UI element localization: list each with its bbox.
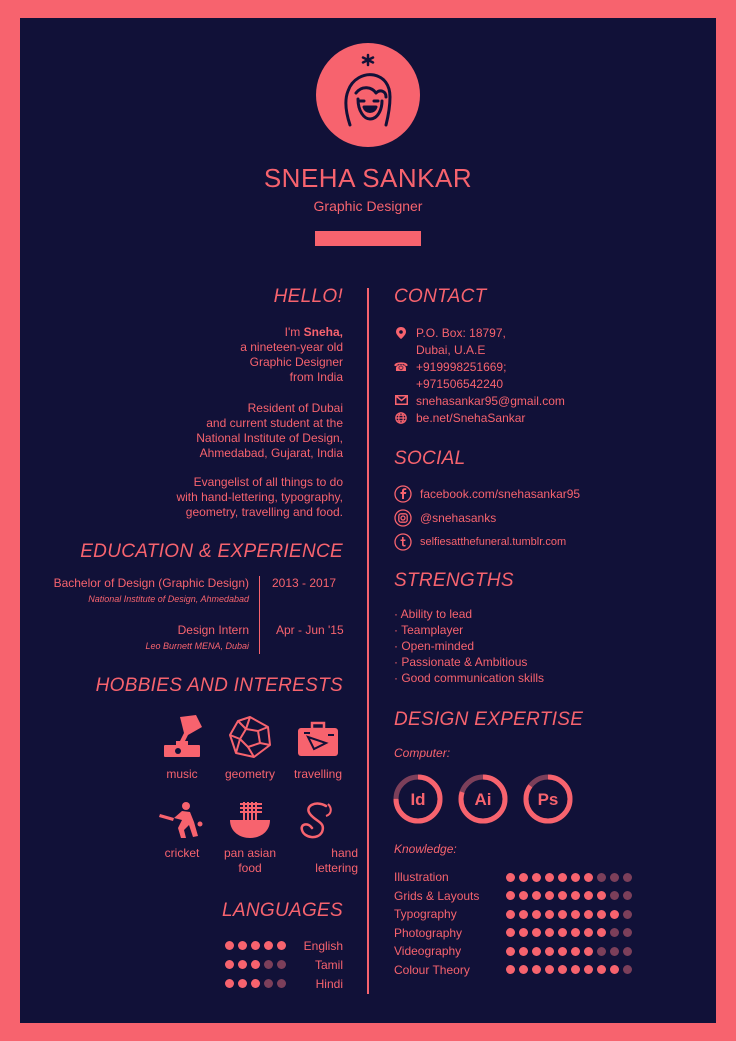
social-heading: SOCIAL — [394, 448, 466, 469]
strength-item: · Good communication skills — [394, 671, 545, 685]
level-dot — [238, 960, 247, 969]
resident-line: Resident of Dubai — [247, 401, 343, 415]
hobby-label: cricket — [164, 846, 200, 860]
level-dot — [597, 891, 606, 900]
education-title: Bachelor of Design (Graphic Design) — [53, 576, 249, 590]
resident-line: and current student at the — [206, 416, 343, 430]
hobby-label: music — [166, 767, 198, 781]
level-dot — [623, 891, 632, 900]
level-dot — [610, 947, 619, 956]
level-dot — [506, 891, 515, 900]
level-dot — [225, 941, 234, 950]
skill-level-dots — [506, 910, 632, 919]
social-item[interactable] — [394, 482, 580, 506]
strength-item: · Open-minded — [394, 639, 475, 653]
contact-address — [394, 325, 565, 359]
level-dot — [545, 891, 554, 900]
resident-line: National Institute of Design, — [196, 431, 343, 445]
languages-list — [225, 936, 343, 993]
level-dot — [571, 947, 580, 956]
software-skill-ring — [457, 773, 509, 825]
globe-icon — [394, 410, 408, 424]
skill-name: Videography — [394, 944, 462, 959]
calligraphy-s-icon — [292, 800, 340, 840]
level-dot — [519, 928, 528, 937]
hobby-lettering — [278, 800, 358, 876]
level-dot — [610, 965, 619, 974]
strength-item: · Ability to lead — [394, 607, 473, 621]
hobbies-heading: HOBBIES AND INTERESTS — [95, 675, 343, 696]
contact-list — [394, 325, 565, 427]
level-dot — [277, 960, 286, 969]
level-dot — [519, 873, 528, 882]
hobby-label-line: food — [238, 861, 262, 875]
level-dot — [277, 941, 286, 950]
skill-level-dots — [506, 891, 632, 900]
level-dot — [532, 928, 541, 937]
level-dot — [251, 979, 260, 988]
education-dates: Apr - Jun '15 — [276, 623, 344, 637]
skill-name: Illustration — [394, 870, 449, 885]
strength-item: · Teamplayer — [394, 623, 464, 637]
software-list — [392, 773, 574, 825]
skill-name: Colour Theory — [394, 962, 470, 977]
skill-name: Typography — [394, 907, 457, 922]
education-item — [40, 576, 249, 604]
skill-name: Grids & Layouts — [394, 888, 480, 903]
level-dot — [519, 891, 528, 900]
level-dot — [532, 873, 541, 882]
software-abbr: Ps — [537, 790, 559, 809]
level-dot — [506, 873, 515, 882]
strengths-list — [394, 606, 544, 686]
skill-level-dots — [506, 873, 632, 882]
hello-evangelist — [120, 475, 343, 520]
level-dot — [532, 910, 541, 919]
level-dot — [251, 941, 260, 950]
gramophone-icon — [158, 713, 206, 761]
level-dot — [558, 910, 567, 919]
education-title: Design Intern — [177, 623, 249, 637]
evangelist-line: with hand-lettering, typography, — [176, 490, 343, 504]
level-dot — [571, 910, 580, 919]
level-dot — [545, 928, 554, 937]
level-dot — [519, 965, 528, 974]
languages-heading: LANGUAGES — [222, 900, 343, 921]
level-dot — [610, 910, 619, 919]
level-dot — [623, 965, 632, 974]
cricket-player-icon — [158, 800, 206, 840]
evangelist-line: Evangelist of all things to do — [193, 475, 343, 489]
hobby-label: travelling — [293, 767, 343, 781]
intro-line: from India — [289, 370, 343, 384]
language-name: Hindi — [315, 976, 343, 991]
level-dot — [623, 873, 632, 882]
level-dot — [545, 873, 554, 882]
level-dot — [506, 910, 515, 919]
level-dot — [584, 928, 593, 937]
evangelist-line: geometry, travelling and food. — [185, 505, 343, 519]
language-level-dots — [225, 941, 286, 950]
hobby-label-line: lettering — [315, 861, 358, 875]
resident-line: Ahmedabad, Gujarat, India — [199, 446, 343, 460]
email-link[interactable]: snehasankar95@gmail.com — [416, 394, 565, 408]
level-dot — [558, 873, 567, 882]
language-row — [225, 974, 343, 993]
intro-name: Sneha, — [303, 325, 343, 339]
level-dot — [584, 873, 593, 882]
facebook-icon — [394, 485, 412, 503]
phone-line[interactable]: +971506542240 — [416, 377, 504, 391]
contact-email — [394, 393, 565, 410]
contact-phone — [394, 359, 565, 393]
level-dot — [597, 928, 606, 937]
level-dot — [623, 947, 632, 956]
education-timeline-line — [259, 576, 260, 654]
level-dot — [277, 979, 286, 988]
level-dot — [225, 979, 234, 988]
education-place: Leo Burnett MENA, Dubai — [145, 641, 249, 651]
level-dot — [558, 965, 567, 974]
intro-line: a nineteen-year old — [240, 340, 343, 354]
level-dot — [597, 947, 606, 956]
skill-row — [394, 905, 632, 924]
language-level-dots — [225, 960, 286, 969]
computer-label: Computer: — [394, 746, 451, 760]
hobby-travelling — [278, 713, 358, 782]
skill-row — [394, 924, 632, 943]
level-dot — [610, 928, 619, 937]
level-dot — [251, 960, 260, 969]
level-dot — [506, 947, 515, 956]
hobby-label-line: pan asian — [223, 846, 277, 860]
social-item[interactable] — [394, 530, 580, 554]
tumblr-icon — [394, 533, 412, 551]
skill-level-dots — [506, 965, 632, 974]
person-name: SNEHA SANKAR — [263, 163, 473, 193]
level-dot — [584, 947, 593, 956]
level-dot — [597, 873, 606, 882]
social-link[interactable]: facebook.com/snehasankar95 — [420, 487, 581, 501]
level-dot — [532, 947, 541, 956]
software-abbr: Id — [410, 790, 426, 809]
level-dot — [571, 891, 580, 900]
social-list — [394, 482, 580, 554]
language-name: English — [303, 938, 343, 953]
social-link[interactable]: selfiesatthefuneral.tumblr.com — [420, 536, 567, 548]
education-item — [40, 623, 249, 651]
level-dot — [545, 947, 554, 956]
language-row — [225, 955, 343, 974]
hello-intro — [120, 325, 343, 385]
software-skill-ring — [392, 773, 444, 825]
hobby-label-line: hand — [331, 846, 358, 860]
level-dot — [225, 960, 234, 969]
resume-page — [20, 18, 716, 1023]
language-row — [225, 936, 343, 955]
level-dot — [584, 891, 593, 900]
contact-heading: CONTACT — [394, 286, 487, 307]
mail-icon — [394, 393, 408, 405]
skill-row — [394, 868, 632, 887]
person-role: Graphic Designer — [313, 198, 423, 214]
level-dot — [623, 910, 632, 919]
skill-list — [394, 868, 632, 979]
level-dot — [532, 891, 541, 900]
skill-row — [394, 942, 632, 961]
skill-level-dots — [506, 947, 632, 956]
level-dot — [597, 910, 606, 919]
web-link[interactable]: be.net/SnehaSankar — [416, 411, 526, 425]
level-dot — [558, 928, 567, 937]
social-item[interactable] — [394, 506, 580, 530]
skill-name: Photography — [394, 925, 463, 940]
contact-web — [394, 410, 565, 427]
level-dot — [584, 910, 593, 919]
software-abbr: Ai — [474, 790, 492, 809]
noodle-bowl-icon — [226, 800, 274, 840]
hello-heading: HELLO! — [273, 286, 343, 307]
intro-prefix: I'm — [284, 325, 304, 339]
level-dot — [519, 910, 528, 919]
education-place: National Institute of Design, Ahmedabad — [88, 594, 249, 604]
strength-item: · Passionate & Ambitious — [394, 655, 528, 669]
level-dot — [532, 965, 541, 974]
level-dot — [597, 965, 606, 974]
level-dot — [238, 941, 247, 950]
level-dot — [571, 873, 580, 882]
social-link[interactable]: @snehasanks — [420, 511, 497, 525]
level-dot — [264, 960, 273, 969]
level-dot — [264, 979, 273, 988]
language-name: Tamil — [314, 957, 343, 972]
software-skill-ring — [522, 773, 574, 825]
avatar — [316, 43, 420, 147]
level-dot — [238, 979, 247, 988]
address-line: Dubai, U.A.E — [416, 343, 486, 357]
girl-face-icon — [316, 43, 420, 147]
instagram-icon — [394, 509, 412, 527]
education-heading: EDUCATION & EXPERIENCE — [80, 541, 343, 562]
knowledge-label: Knowledge: — [394, 842, 457, 856]
level-dot — [610, 891, 619, 900]
skill-level-dots — [506, 928, 632, 937]
hello-resident — [120, 401, 343, 461]
level-dot — [610, 873, 619, 882]
phone-line[interactable]: +919998251669; — [416, 360, 507, 374]
hobby-label: geometry — [224, 767, 276, 781]
level-dot — [558, 947, 567, 956]
polyhedron-icon — [226, 713, 274, 761]
level-dot — [264, 941, 273, 950]
level-dot — [545, 965, 554, 974]
address-line: P.O. Box: 18797, — [416, 326, 506, 340]
expertise-heading: DESIGN EXPERTISE — [394, 709, 584, 730]
level-dot — [623, 928, 632, 937]
accent-bar — [315, 231, 421, 246]
skill-row — [394, 887, 632, 906]
suitcase-icon — [294, 713, 342, 761]
phone-icon: ☎ — [393, 360, 409, 374]
language-level-dots — [225, 979, 286, 988]
level-dot — [571, 928, 580, 937]
level-dot — [584, 965, 593, 974]
level-dot — [571, 965, 580, 974]
level-dot — [558, 891, 567, 900]
skill-row — [394, 961, 632, 980]
level-dot — [545, 910, 554, 919]
education-dates: 2013 - 2017 — [272, 576, 337, 590]
hobby-label — [278, 846, 358, 876]
location-pin-icon — [394, 325, 408, 339]
level-dot — [519, 947, 528, 956]
intro-line: Graphic Designer — [249, 355, 343, 369]
level-dot — [506, 928, 515, 937]
level-dot — [506, 965, 515, 974]
column-divider — [367, 288, 369, 994]
strengths-heading: STRENGTHS — [394, 570, 514, 591]
